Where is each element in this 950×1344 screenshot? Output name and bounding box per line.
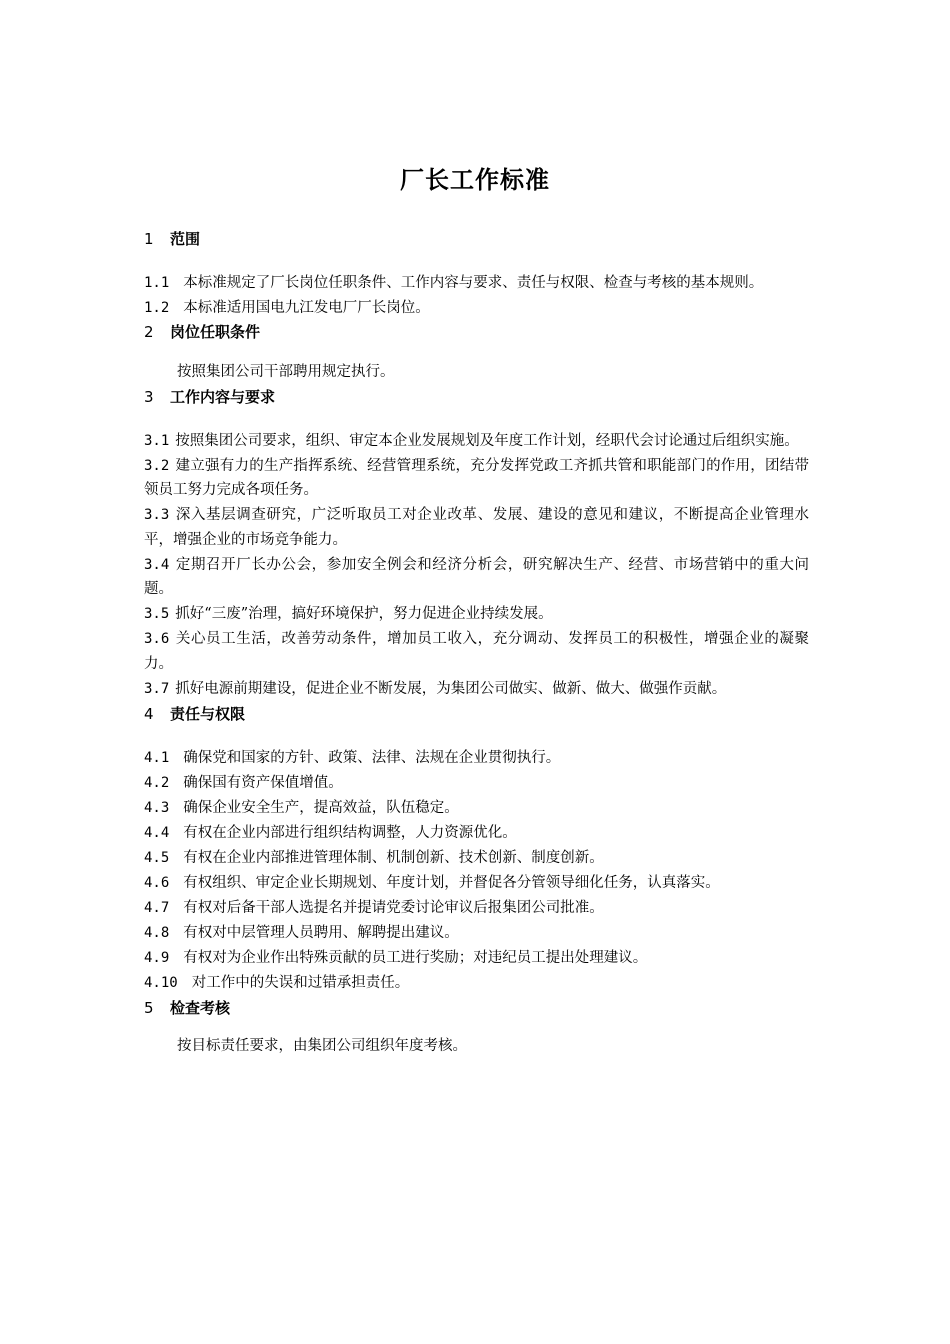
section-number: 2 (144, 323, 154, 341)
clause-item (144, 677, 809, 702)
clause-number: 4.1 (144, 749, 170, 766)
clause-number: 3.5 (144, 606, 170, 622)
clause-number: 3.3 (144, 507, 170, 523)
clause-number: 4.4 (144, 824, 170, 841)
clause-item (144, 553, 809, 602)
clause-number: 4.9 (144, 949, 170, 966)
clause-item (144, 602, 809, 627)
clause-number: 1.1 (144, 275, 170, 291)
section-heading (144, 996, 809, 1020)
clause-number: 3.6 (144, 631, 170, 647)
clause-number: 3.2 (144, 457, 170, 474)
section-heading (144, 385, 809, 409)
clause-item (144, 971, 809, 996)
clause-text: 对工作中的失误和过错承担责任。 (191, 974, 410, 991)
section-title: 岗位任职条件 (170, 323, 261, 341)
clause-item (144, 921, 809, 946)
clause-text: 关心员工生活，改善劳动条件，增加员工收入，充分调动、发挥员工的积极性，增强企业的凝聚力。 (144, 631, 809, 672)
clause-item (144, 746, 809, 771)
section-paragraph: 按目标责任要求，由集团公司组织年度考核。 (177, 1037, 467, 1054)
clause-number: 4.2 (144, 774, 170, 791)
section-number: 3 (144, 387, 154, 406)
clause-number: 4.5 (144, 849, 170, 866)
clause-text: 有权在企业内部推进管理体制、机制创新、技术创新、制度创新。 (183, 849, 604, 866)
clause-number: 4.10 (144, 974, 178, 991)
section-heading (144, 702, 809, 726)
clause-text: 确保国有资产保值增值。 (183, 774, 343, 791)
clause-item (144, 846, 809, 871)
clause-item (144, 896, 809, 921)
clause-text: 有权对为企业作出特殊贡献的员工进行奖励；对违纪员工提出处理建议。 (183, 949, 648, 966)
clause-number: 1.2 (144, 299, 170, 316)
clause-text: 抓好“三废”治理，搞好环境保护，努力促进企业持续发展。 (175, 606, 553, 622)
clause-text: 有权在企业内部进行组织结构调整，人力资源优化。 (183, 824, 517, 841)
clause-number: 3.7 (144, 680, 170, 697)
section-paragraph: 按照集团公司干部聘用规定执行。 (177, 364, 395, 380)
clause-item (144, 296, 809, 321)
clause-number: 4.8 (144, 924, 170, 941)
clause-text: 有权对中层管理人员聘用、解聘提出建议。 (183, 924, 459, 941)
clause-text: 建立强有力的生产指挥系统、经营管理系统，充分发挥党政工齐抓共管和职能部门的作用，团结带领员工努力完成各项任务。 (144, 457, 809, 498)
clause-number: 4.6 (144, 874, 170, 891)
clause-text: 本标准规定了厂长岗位任职条件、工作内容与要求、责任与权限、检查与考核的基本规则。 (183, 275, 764, 291)
clause-list (144, 429, 809, 702)
clause-text: 本标准适用国电九江发电厂厂长岗位。 (183, 299, 430, 316)
clause-text: 按照集团公司要求，组织、审定本企业发展规划及年度工作计划，经职代会讨论通过后组织实施。 (175, 432, 799, 449)
clause-item (144, 871, 809, 896)
clause-item (144, 429, 809, 454)
clause-number: 3.1 (144, 432, 170, 449)
document-body (144, 227, 809, 1058)
clause-item (144, 503, 809, 552)
clause-list (144, 746, 809, 996)
clause-text: 定期召开厂长办公会，参加安全例会和经济分析会，研究解决生产、经营、市场营销中的重大问题。 (144, 556, 809, 597)
clause-item (144, 771, 809, 796)
clause-text: 有权组织、审定企业长期规划、年度计划，并督促各分管领导细化任务，认真落实。 (183, 874, 720, 891)
clause-item (144, 271, 809, 296)
section-title: 工作内容与要求 (170, 387, 276, 406)
section-heading (144, 227, 809, 251)
section-number: 5 (144, 998, 154, 1017)
clause-number: 3.4 (144, 556, 170, 573)
clause-item (144, 821, 809, 846)
clause-text: 抓好电源前期建设，促进企业不断发展，为集团公司做实、做新、做大、做强作贡献。 (175, 680, 727, 697)
clause-item (144, 946, 809, 971)
section-number: 1 (144, 230, 154, 248)
section-number: 4 (144, 704, 154, 723)
document-title: 厂长工作标准 (400, 166, 550, 194)
clause-item (144, 454, 809, 503)
clause-text: 确保党和国家的方针、政策、法律、法规在企业贯彻执行。 (183, 749, 561, 766)
clause-number: 4.3 (144, 799, 170, 816)
clause-text: 确保企业安全生产，提高效益，队伍稳定。 (183, 799, 459, 816)
clause-text: 深入基层调查研究，广泛听取员工对企业改革、发展、建设的意见和建议，不断提高企业管理水平，增强企业的市场竞争能力。 (144, 507, 809, 548)
section-heading (144, 320, 809, 344)
section-title: 范围 (170, 230, 201, 248)
clause-number: 4.7 (144, 899, 170, 916)
section-title: 责任与权限 (170, 704, 246, 723)
clause-item (144, 796, 809, 821)
section-title: 检查考核 (170, 998, 231, 1017)
clause-text: 有权对后备干部人选提名并提请党委讨论审议后报集团公司批准。 (183, 899, 604, 916)
clause-item (144, 627, 809, 676)
